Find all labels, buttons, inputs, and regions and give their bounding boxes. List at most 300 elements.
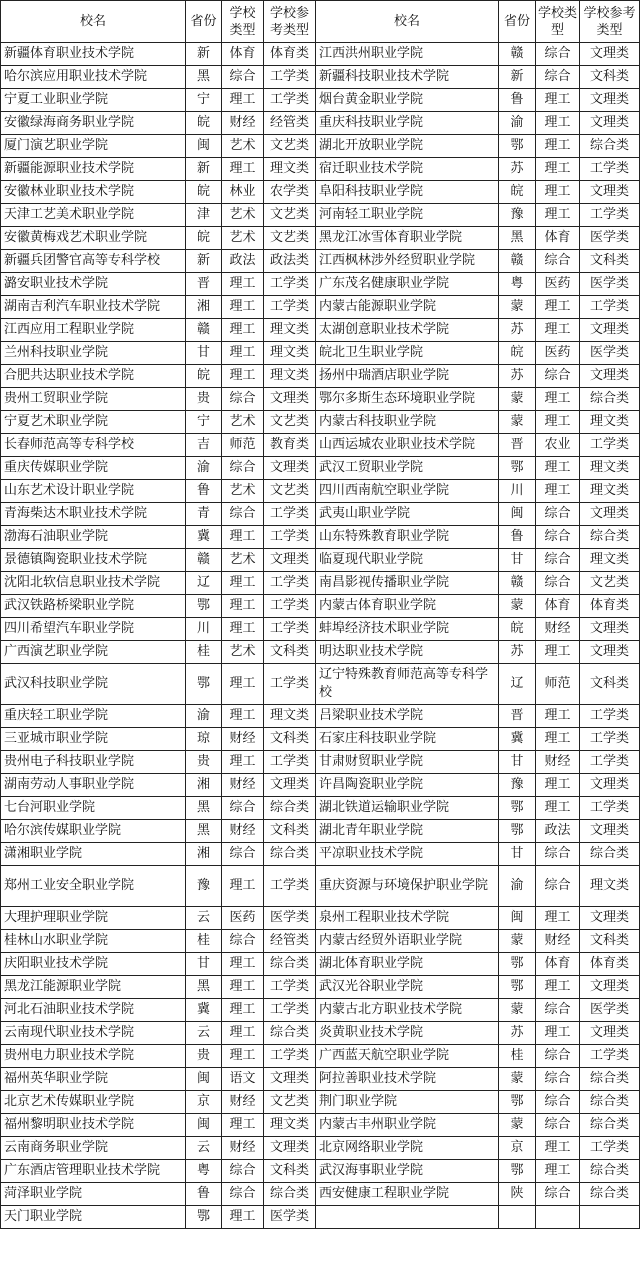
table-row — [1, 953, 640, 976]
left-ref-type-cell: 文科类 — [264, 820, 316, 843]
right-school-name-cell: 宿迁职业技术学院 — [316, 158, 499, 181]
right-ref-type-cell: 文理类 — [580, 112, 640, 135]
right-school-name-cell: 内蒙古科技职业学院 — [316, 411, 499, 434]
right-ref-type-cell: 工学类 — [580, 158, 640, 181]
right-province-cell: 皖 — [499, 342, 536, 365]
right-province-cell: 陕 — [499, 1183, 536, 1206]
left-school-name-cell: 重庆传媒职业学院 — [1, 457, 186, 480]
left-province-cell: 云 — [186, 1137, 222, 1160]
left-province-cell: 鄂 — [186, 664, 222, 705]
right-school-type-cell: 医药 — [536, 342, 580, 365]
right-school-name-cell: 阜阳科技职业学院 — [316, 181, 499, 204]
table-row — [1, 618, 640, 641]
right-school-type-cell: 理工 — [536, 388, 580, 411]
left-school-name-cell: 合肥共达职业技术学院 — [1, 365, 186, 388]
right-school-type-cell: 综合 — [536, 526, 580, 549]
right-school-type-cell: 财经 — [536, 751, 580, 774]
left-province-cell: 川 — [186, 618, 222, 641]
left-ref-type-cell: 综合类 — [264, 1183, 316, 1206]
right-school-name-cell: 湖北开放职业学院 — [316, 135, 499, 158]
left-ref-type-cell: 政法类 — [264, 250, 316, 273]
left-school-type-cell: 理工 — [222, 664, 264, 705]
left-school-name-cell: 新疆体育职业技术学院 — [1, 43, 186, 66]
right-province-cell: 苏 — [499, 641, 536, 664]
left-ref-type-cell: 理文类 — [264, 158, 316, 181]
right-ref-type-cell: 综合类 — [580, 1068, 640, 1091]
left-ref-type-cell: 工学类 — [264, 572, 316, 595]
left-ref-type-cell: 文理类 — [264, 1137, 316, 1160]
header-school-type-right: 学校类型 — [536, 1, 580, 43]
right-province-cell: 蒙 — [499, 388, 536, 411]
right-school-type-cell: 综合 — [536, 43, 580, 66]
right-ref-type-cell: 体育类 — [580, 953, 640, 976]
right-school-name-cell: 鄂尔多斯生态环境职业学院 — [316, 388, 499, 411]
left-school-name-cell: 哈尔滨应用职业技术学院 — [1, 66, 186, 89]
right-school-name-cell: 内蒙古体育职业学院 — [316, 595, 499, 618]
right-school-type-cell: 理工 — [536, 296, 580, 319]
left-ref-type-cell: 工学类 — [264, 296, 316, 319]
left-school-type-cell: 林业 — [222, 181, 264, 204]
left-ref-type-cell: 医学类 — [264, 907, 316, 930]
right-ref-type-cell: 文艺类 — [580, 572, 640, 595]
left-school-name-cell: 贵州电子科技职业学院 — [1, 751, 186, 774]
right-province-cell: 新 — [499, 66, 536, 89]
left-ref-type-cell: 文艺类 — [264, 480, 316, 503]
right-school-type-cell: 综合 — [536, 843, 580, 866]
right-school-name-cell: 湖北铁道运输职业学院 — [316, 797, 499, 820]
right-province-cell: 鲁 — [499, 526, 536, 549]
right-ref-type-cell: 医学类 — [580, 227, 640, 250]
right-province-cell: 粤 — [499, 273, 536, 296]
right-school-type-cell: 师范 — [536, 664, 580, 705]
right-school-name-cell: 烟台黄金职业学院 — [316, 89, 499, 112]
right-school-type-cell: 综合 — [536, 1114, 580, 1137]
right-school-type-cell: 理工 — [536, 181, 580, 204]
left-ref-type-cell: 经管类 — [264, 112, 316, 135]
left-province-cell: 津 — [186, 204, 222, 227]
right-province-cell: 甘 — [499, 549, 536, 572]
right-ref-type-cell: 文理类 — [580, 774, 640, 797]
left-school-type-cell: 艺术 — [222, 480, 264, 503]
table-row — [1, 976, 640, 999]
right-ref-type-cell: 文理类 — [580, 319, 640, 342]
table-header-row — [1, 1, 640, 43]
right-school-name-cell: 内蒙古经贸外语职业学院 — [316, 930, 499, 953]
left-school-name-cell: 厦门演艺职业学院 — [1, 135, 186, 158]
right-school-type-cell: 理工 — [536, 641, 580, 664]
right-ref-type-cell: 工学类 — [580, 434, 640, 457]
right-school-type-cell: 综合 — [536, 365, 580, 388]
left-school-type-cell: 艺术 — [222, 135, 264, 158]
left-school-name-cell: 湖南吉利汽车职业技术学院 — [1, 296, 186, 319]
table-row — [1, 907, 640, 930]
left-school-name-cell: 景德镇陶瓷职业技术学院 — [1, 549, 186, 572]
left-school-type-cell: 理工 — [222, 1045, 264, 1068]
left-province-cell: 渝 — [186, 457, 222, 480]
right-ref-type-cell: 体育类 — [580, 595, 640, 618]
right-school-type-cell: 理工 — [536, 1137, 580, 1160]
table-row — [1, 1160, 640, 1183]
table-row — [1, 204, 640, 227]
left-school-type-cell: 财经 — [222, 820, 264, 843]
right-school-name-cell: 许昌陶瓷职业学院 — [316, 774, 499, 797]
left-school-type-cell: 理工 — [222, 618, 264, 641]
right-school-name-cell: 重庆资源与环境保护职业学院 — [316, 866, 499, 907]
left-school-type-cell: 理工 — [222, 572, 264, 595]
table-row — [1, 705, 640, 728]
left-school-name-cell: 河北石油职业技术学院 — [1, 999, 186, 1022]
right-school-name-cell: 平凉职业技术学院 — [316, 843, 499, 866]
left-province-cell: 吉 — [186, 434, 222, 457]
left-province-cell: 新 — [186, 158, 222, 181]
right-province-cell: 皖 — [499, 181, 536, 204]
left-school-name-cell: 武汉科技职业学院 — [1, 664, 186, 705]
right-ref-type-cell: 理文类 — [580, 866, 640, 907]
left-school-type-cell: 理工 — [222, 273, 264, 296]
right-province-cell: 黑 — [499, 227, 536, 250]
right-school-name-cell: 重庆科技职业学院 — [316, 112, 499, 135]
header-ref-type-right: 学校参考类型 — [580, 1, 640, 43]
left-school-type-cell: 综合 — [222, 843, 264, 866]
left-school-name-cell: 潞安职业技术学院 — [1, 273, 186, 296]
table-row — [1, 751, 640, 774]
left-province-cell: 鄂 — [186, 595, 222, 618]
right-school-name-cell: 内蒙古丰州职业学院 — [316, 1114, 499, 1137]
right-province-cell: 鄂 — [499, 457, 536, 480]
table-row — [1, 158, 640, 181]
right-ref-type-cell: 理文类 — [580, 457, 640, 480]
left-ref-type-cell: 工学类 — [264, 503, 316, 526]
right-school-type-cell: 综合 — [536, 1091, 580, 1114]
right-school-name-cell: 江西枫林涉外经贸职业学院 — [316, 250, 499, 273]
right-ref-type-cell: 医学类 — [580, 273, 640, 296]
left-province-cell: 贵 — [186, 1045, 222, 1068]
right-school-type-cell: 农业 — [536, 434, 580, 457]
left-school-type-cell: 综合 — [222, 457, 264, 480]
left-province-cell: 冀 — [186, 526, 222, 549]
left-school-type-cell: 艺术 — [222, 549, 264, 572]
right-province-cell: 蒙 — [499, 595, 536, 618]
right-province-cell: 赣 — [499, 572, 536, 595]
left-school-type-cell: 语文 — [222, 1068, 264, 1091]
left-school-name-cell: 新疆兵团警官高等专科学校 — [1, 250, 186, 273]
right-school-name-cell: 阿拉善职业技术学院 — [316, 1068, 499, 1091]
left-ref-type-cell: 文理类 — [264, 457, 316, 480]
right-school-name-cell: 江西洪州职业学院 — [316, 43, 499, 66]
right-school-name-cell: 广西蓝天航空职业学院 — [316, 1045, 499, 1068]
left-ref-type-cell: 体育类 — [264, 43, 316, 66]
left-province-cell: 黑 — [186, 66, 222, 89]
right-school-type-cell: 医药 — [536, 273, 580, 296]
right-province-cell: 蒙 — [499, 999, 536, 1022]
table-row — [1, 319, 640, 342]
left-ref-type-cell: 文艺类 — [264, 1091, 316, 1114]
left-ref-type-cell: 理文类 — [264, 1114, 316, 1137]
right-ref-type-cell: 医学类 — [580, 342, 640, 365]
right-province-cell: 豫 — [499, 204, 536, 227]
right-province-cell: 晋 — [499, 705, 536, 728]
table-row — [1, 411, 640, 434]
left-school-name-cell: 湖南劳动人事职业学院 — [1, 774, 186, 797]
table-row — [1, 296, 640, 319]
right-school-name-cell: 明达职业技术学院 — [316, 641, 499, 664]
header-province-left: 省份 — [186, 1, 222, 43]
left-school-type-cell: 综合 — [222, 66, 264, 89]
left-province-cell: 宁 — [186, 89, 222, 112]
left-province-cell: 琼 — [186, 728, 222, 751]
table-row — [1, 480, 640, 503]
left-school-type-cell: 理工 — [222, 976, 264, 999]
left-school-type-cell: 综合 — [222, 388, 264, 411]
right-school-type-cell: 理工 — [536, 158, 580, 181]
left-school-name-cell: 云南现代职业技术学院 — [1, 1022, 186, 1045]
left-school-type-cell: 财经 — [222, 1091, 264, 1114]
right-province-cell — [499, 1206, 536, 1229]
right-school-type-cell: 理工 — [536, 135, 580, 158]
right-school-type-cell: 理工 — [536, 480, 580, 503]
table-row — [1, 457, 640, 480]
right-school-type-cell: 体育 — [536, 953, 580, 976]
right-school-type-cell: 财经 — [536, 618, 580, 641]
right-ref-type-cell: 工学类 — [580, 1137, 640, 1160]
right-school-name-cell: 临夏现代职业学院 — [316, 549, 499, 572]
table-row — [1, 774, 640, 797]
right-school-type-cell: 综合 — [536, 999, 580, 1022]
left-province-cell: 赣 — [186, 549, 222, 572]
left-ref-type-cell: 文科类 — [264, 1160, 316, 1183]
right-ref-type-cell: 综合类 — [580, 1114, 640, 1137]
right-province-cell: 晋 — [499, 434, 536, 457]
left-province-cell: 贵 — [186, 751, 222, 774]
left-school-name-cell: 北京艺术传媒职业学院 — [1, 1091, 186, 1114]
right-province-cell: 苏 — [499, 1022, 536, 1045]
left-province-cell: 渝 — [186, 705, 222, 728]
table-row — [1, 843, 640, 866]
right-school-name-cell: 北京网络职业学院 — [316, 1137, 499, 1160]
left-ref-type-cell: 医学类 — [264, 1206, 316, 1229]
right-school-type-cell: 理工 — [536, 728, 580, 751]
right-school-type-cell: 理工 — [536, 1022, 580, 1045]
right-province-cell: 鄂 — [499, 797, 536, 820]
right-school-name-cell: 山东特殊教育职业学院 — [316, 526, 499, 549]
right-ref-type-cell: 工学类 — [580, 797, 640, 820]
left-school-type-cell: 理工 — [222, 526, 264, 549]
table-row — [1, 549, 640, 572]
right-ref-type-cell: 文理类 — [580, 503, 640, 526]
right-province-cell: 蒙 — [499, 411, 536, 434]
right-school-type-cell: 综合 — [536, 1183, 580, 1206]
header-school-name-left: 校名 — [1, 1, 186, 43]
left-school-name-cell: 武汉铁路桥梁职业学院 — [1, 595, 186, 618]
right-ref-type-cell: 文科类 — [580, 930, 640, 953]
right-school-type-cell: 体育 — [536, 595, 580, 618]
left-ref-type-cell: 理文类 — [264, 705, 316, 728]
header-school-type-left: 学校类型 — [222, 1, 264, 43]
right-province-cell: 赣 — [499, 250, 536, 273]
left-school-type-cell: 理工 — [222, 705, 264, 728]
right-province-cell: 川 — [499, 480, 536, 503]
left-province-cell: 皖 — [186, 227, 222, 250]
right-ref-type-cell: 理文类 — [580, 411, 640, 434]
left-province-cell: 湘 — [186, 296, 222, 319]
left-school-name-cell: 潇湘职业学院 — [1, 843, 186, 866]
right-school-name-cell: 泉州工程职业技术学院 — [316, 907, 499, 930]
right-ref-type-cell: 综合类 — [580, 1183, 640, 1206]
right-province-cell: 甘 — [499, 751, 536, 774]
left-school-name-cell: 安徽绿海商务职业学院 — [1, 112, 186, 135]
left-school-type-cell: 理工 — [222, 158, 264, 181]
right-ref-type-cell: 综合类 — [580, 1160, 640, 1183]
table-row — [1, 1022, 640, 1045]
left-school-type-cell: 理工 — [222, 365, 264, 388]
table-row — [1, 342, 640, 365]
right-ref-type-cell: 综合类 — [580, 388, 640, 411]
left-ref-type-cell: 文科类 — [264, 641, 316, 664]
table-row — [1, 572, 640, 595]
right-school-type-cell: 综合 — [536, 1068, 580, 1091]
left-province-cell: 闽 — [186, 135, 222, 158]
left-school-name-cell: 庆阳职业技术学院 — [1, 953, 186, 976]
right-ref-type-cell: 工学类 — [580, 728, 640, 751]
right-ref-type-cell: 文科类 — [580, 664, 640, 705]
left-school-name-cell: 长春师范高等专科学校 — [1, 434, 186, 457]
left-province-cell: 黑 — [186, 797, 222, 820]
right-province-cell: 闽 — [499, 907, 536, 930]
left-province-cell: 云 — [186, 907, 222, 930]
table-row — [1, 820, 640, 843]
right-school-name-cell: 武汉光谷职业学院 — [316, 976, 499, 999]
table-row — [1, 1114, 640, 1137]
left-province-cell: 闽 — [186, 1114, 222, 1137]
right-ref-type-cell: 工学类 — [580, 705, 640, 728]
left-ref-type-cell: 理文类 — [264, 365, 316, 388]
right-school-type-cell: 综合 — [536, 503, 580, 526]
table-row — [1, 1183, 640, 1206]
right-school-name-cell: 西安健康工程职业学院 — [316, 1183, 499, 1206]
right-school-type-cell — [536, 1206, 580, 1229]
right-ref-type-cell: 文理类 — [580, 641, 640, 664]
left-ref-type-cell: 文理类 — [264, 1068, 316, 1091]
left-province-cell: 湘 — [186, 774, 222, 797]
left-school-type-cell: 艺术 — [222, 641, 264, 664]
right-school-type-cell: 财经 — [536, 930, 580, 953]
right-school-name-cell: 武汉工贸职业学院 — [316, 457, 499, 480]
left-province-cell: 皖 — [186, 365, 222, 388]
right-ref-type-cell: 文理类 — [580, 820, 640, 843]
right-province-cell: 鲁 — [499, 89, 536, 112]
right-province-cell: 鄂 — [499, 1160, 536, 1183]
right-school-type-cell: 综合 — [536, 1045, 580, 1068]
left-school-name-cell: 广东酒店管理职业技术学院 — [1, 1160, 186, 1183]
left-school-type-cell: 理工 — [222, 296, 264, 319]
right-school-type-cell: 综合 — [536, 549, 580, 572]
right-school-type-cell: 理工 — [536, 976, 580, 999]
table-row — [1, 999, 640, 1022]
left-school-type-cell: 财经 — [222, 728, 264, 751]
left-ref-type-cell: 工学类 — [264, 526, 316, 549]
left-school-name-cell: 宁夏工业职业学院 — [1, 89, 186, 112]
left-province-cell: 粤 — [186, 1160, 222, 1183]
left-province-cell: 赣 — [186, 319, 222, 342]
right-ref-type-cell: 文理类 — [580, 181, 640, 204]
left-province-cell: 鄂 — [186, 1206, 222, 1229]
table-row — [1, 866, 640, 907]
table-row — [1, 797, 640, 820]
right-ref-type-cell: 文理类 — [580, 43, 640, 66]
left-school-name-cell: 七台河职业学院 — [1, 797, 186, 820]
right-province-cell: 皖 — [499, 618, 536, 641]
left-school-type-cell: 综合 — [222, 503, 264, 526]
right-ref-type-cell: 综合类 — [580, 526, 640, 549]
right-school-type-cell: 理工 — [536, 1160, 580, 1183]
right-school-name-cell: 武汉海事职业学院 — [316, 1160, 499, 1183]
left-school-name-cell: 贵州电力职业技术学院 — [1, 1045, 186, 1068]
right-school-name-cell: 湖北体育职业学院 — [316, 953, 499, 976]
left-province-cell: 京 — [186, 1091, 222, 1114]
left-school-name-cell: 兰州科技职业学院 — [1, 342, 186, 365]
left-school-type-cell: 理工 — [222, 1114, 264, 1137]
left-school-name-cell: 安徽黄梅戏艺术职业学院 — [1, 227, 186, 250]
left-ref-type-cell: 文理类 — [264, 774, 316, 797]
table-row — [1, 89, 640, 112]
left-ref-type-cell: 综合类 — [264, 797, 316, 820]
right-province-cell: 蒙 — [499, 296, 536, 319]
left-province-cell: 辽 — [186, 572, 222, 595]
table-row — [1, 526, 640, 549]
left-school-type-cell: 理工 — [222, 319, 264, 342]
left-ref-type-cell: 文艺类 — [264, 227, 316, 250]
right-school-name-cell: 内蒙古北方职业技术学院 — [316, 999, 499, 1022]
left-ref-type-cell: 工学类 — [264, 618, 316, 641]
table-row — [1, 595, 640, 618]
right-province-cell: 鄂 — [499, 953, 536, 976]
left-school-name-cell: 青海柴达木职业技术学院 — [1, 503, 186, 526]
right-school-name-cell: 黑龙江冰雪体育职业学院 — [316, 227, 499, 250]
right-school-type-cell: 综合 — [536, 250, 580, 273]
right-school-name-cell: 吕梁职业技术学院 — [316, 705, 499, 728]
left-province-cell: 晋 — [186, 273, 222, 296]
right-school-name-cell: 湖北青年职业学院 — [316, 820, 499, 843]
right-province-cell: 鄂 — [499, 820, 536, 843]
table-row — [1, 503, 640, 526]
left-ref-type-cell: 文理类 — [264, 549, 316, 572]
right-school-name-cell: 广东茂名健康职业学院 — [316, 273, 499, 296]
left-school-type-cell: 师范 — [222, 434, 264, 457]
left-province-cell: 新 — [186, 43, 222, 66]
right-school-name-cell — [316, 1206, 499, 1229]
right-school-name-cell: 炎黄职业技术学院 — [316, 1022, 499, 1045]
header-province-right: 省份 — [499, 1, 536, 43]
right-school-type-cell: 理工 — [536, 411, 580, 434]
table-row — [1, 135, 640, 158]
right-ref-type-cell — [580, 1206, 640, 1229]
right-school-type-cell: 理工 — [536, 204, 580, 227]
left-province-cell: 青 — [186, 503, 222, 526]
right-school-type-cell: 综合 — [536, 866, 580, 907]
right-ref-type-cell: 理文类 — [580, 549, 640, 572]
left-school-name-cell: 黑龙江能源职业学院 — [1, 976, 186, 999]
left-school-name-cell: 福州英华职业学院 — [1, 1068, 186, 1091]
right-ref-type-cell: 文理类 — [580, 618, 640, 641]
left-province-cell: 皖 — [186, 112, 222, 135]
table-row — [1, 434, 640, 457]
right-school-name-cell: 山西运城农业职业技术学院 — [316, 434, 499, 457]
left-school-type-cell: 理工 — [222, 342, 264, 365]
right-school-name-cell: 新疆科技职业技术学院 — [316, 66, 499, 89]
left-ref-type-cell: 工学类 — [264, 1045, 316, 1068]
right-school-name-cell: 太湖创意职业技术学院 — [316, 319, 499, 342]
left-school-type-cell: 政法 — [222, 250, 264, 273]
